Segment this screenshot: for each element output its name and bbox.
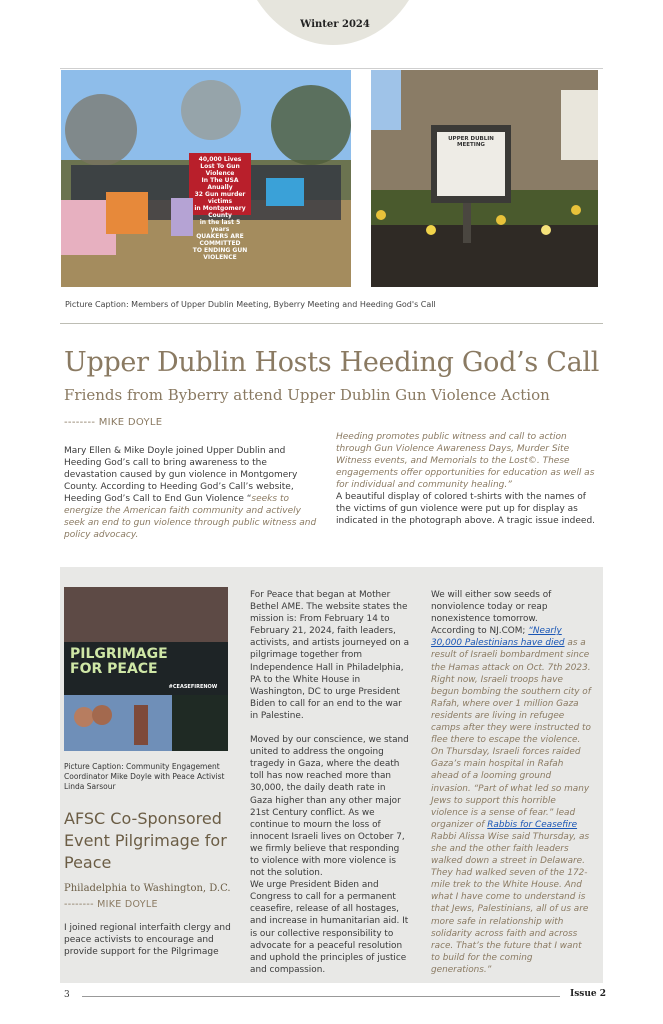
top-rule bbox=[60, 68, 603, 69]
meeting-sign-illustration bbox=[371, 70, 598, 287]
sign-line: In The USA Anually bbox=[201, 177, 239, 191]
article-column-left bbox=[64, 445, 320, 541]
middle-column bbox=[250, 589, 410, 976]
page-number: 3 bbox=[64, 990, 70, 1000]
caption-rule bbox=[60, 323, 603, 324]
rabbis-link[interactable]: Rabbis for Ceasefire bbox=[487, 819, 578, 830]
middle-para-1: For Peace that began at Mother Bethel AME. The website states the mission is: From February 14 to February 21, 2024, faith leaders, activists, and artists journeyed on a pilgrimage together from Independence Hall in Philadelphia, PA to the White House in Washington, DC to urge President Biden to call for an end to the war in Palestine. bbox=[250, 590, 410, 721]
article-subtitle: Friends from Byberry attend Upper Dublin Gun Violence Action bbox=[64, 386, 550, 404]
pilgrimage-banner-text: PILGRIMAGE FOR PEACE bbox=[70, 646, 168, 677]
sign-line: 32 Gun murder victims bbox=[194, 191, 246, 205]
footer-rule bbox=[82, 996, 560, 997]
meeting-sign-photo bbox=[371, 70, 598, 287]
right-para-2 bbox=[431, 625, 593, 976]
sign-line: Lost To Gun Violence bbox=[200, 163, 240, 177]
sidebar-title: AFSC Co-Sponsored Event Pilgrimage for Peace bbox=[64, 809, 227, 872]
col2-quote: Heeding promotes public witness and call to action through Gun Violence Awareness Days, Murder Site Witness events, and Memorials to the Lost©. These engagements offer opportunities for education as well as for individual and community healing.” bbox=[336, 432, 595, 490]
issue-season: Winter 2024 bbox=[300, 19, 370, 30]
sign-text bbox=[191, 156, 249, 261]
sidebar-body: I joined regional interfaith clergy and peace activists to encourage and provide support for the Pilgrimage bbox=[64, 923, 231, 957]
pilgrimage-caption: Picture Caption: Community Engagement Coordinator Mike Doyle with Peace Activist Linda Sarsour bbox=[64, 762, 225, 791]
nj-link[interactable]: “Nearly 30,000 Palestinians have died bbox=[431, 626, 565, 649]
middle-para-2: Moved by our conscience, we stand united to address the ongoing tragedy in Gaza, where the death toll has now reached more than 30,000, the daily death rate in Gaza higher than any other major 21st Century conflict. As we continue to mourn the loss of innocent Israeli lives on October 7, we firmly believe that responding to violence with more violence is not the solution. bbox=[250, 735, 409, 879]
quote-part-1: as a result of Israeli bombardment since the Hamas attack on Oct. 7th 2023. Right now, Israeli troops have begun bombing the southern city of Rafah, where over 1 million Gaza residents are living in refugee camps after they were instructed to flee there to escape the violence. On Thursday, Israeli forces raided Gaza’s main hospital in Rafah ahead of a looming ground invasion. “Part of what led so many Jews to support this horrible violence is a sense of fear.” lead organizer of bbox=[431, 638, 591, 830]
issue-label: Issue 2 bbox=[570, 989, 607, 999]
right-column bbox=[431, 589, 593, 976]
para-spacer bbox=[250, 722, 410, 734]
article-byline: -------- MIKE DOYLE bbox=[64, 417, 163, 428]
meeting-sign-text: UPPER DUBLIN MEETING bbox=[448, 136, 494, 148]
sidebar-byline: -------- MIKE DOYLE bbox=[64, 899, 158, 910]
article-column-right bbox=[336, 431, 596, 527]
col1-quote: seeks to energize the American faith community and actively seek an end to gun violence through public witness and policy advocacy. bbox=[64, 494, 317, 540]
col2-text: A beautiful display of colored t-shirts with the names of the victims of gun violence were put up for display as indicated in the photograph above. A tragic issue indeed. bbox=[336, 492, 596, 526]
sidebar-subtitle: Philadelphia to Washington, D.C. bbox=[64, 883, 231, 894]
article-title: Upper Dublin Hosts Heeding God’s Call bbox=[64, 347, 600, 378]
quote-part-2: Rabbi Alissa Wise said Thursday, as she and the other faith leaders walked down a street in Delaware. They had walked seven of the 172-mile trek to the White House. And what I have come to understand is that Jews, Palestinians, all of us are more safe in relationship with solidarity across faith and across race. That’s the future that I want to build for the coming generations.” bbox=[431, 831, 590, 975]
sign-line: in the last 5 years bbox=[199, 219, 241, 233]
top-photo-caption: Picture Caption: Members of Upper Dublin Meeting, Byberry Meeting and Heeding God's Call bbox=[65, 300, 436, 309]
sign-line: 40,000 Lives bbox=[198, 156, 242, 163]
ceasefire-hashtag: #CEASEFIRENOW bbox=[168, 684, 218, 690]
pilgrimage-photo bbox=[64, 587, 228, 751]
source-lead: According to NJ.COM; bbox=[431, 626, 529, 637]
sign-line: QUAKERS ARE COMMITTED bbox=[196, 233, 244, 247]
group-photo bbox=[61, 70, 351, 287]
right-para-1: We will either sow seeds of nonviolence today or reap nonexistence tomorrow. bbox=[431, 590, 552, 625]
sign-line: in Montgomery County bbox=[194, 205, 246, 219]
col1-text: Mary Ellen & Mike Doyle joined Upper Dublin and Heeding God’s call to bring awareness to the devastation caused by gun violence in Montgomery County. According to Heeding God’s Call’s website, Heeding God’s Call to End Gun Violence “ bbox=[64, 446, 298, 504]
middle-para-3: We urge President Biden and Congress to call for a permanent ceasefire, release of all hostages, and increase in humanitarian aid. It is our collective responsibility to advocate for a peaceful resolution and uphold the principles of justice and compassion. bbox=[250, 880, 409, 975]
sign-line: TO ENDING GUN VIOLENCE bbox=[192, 247, 248, 261]
